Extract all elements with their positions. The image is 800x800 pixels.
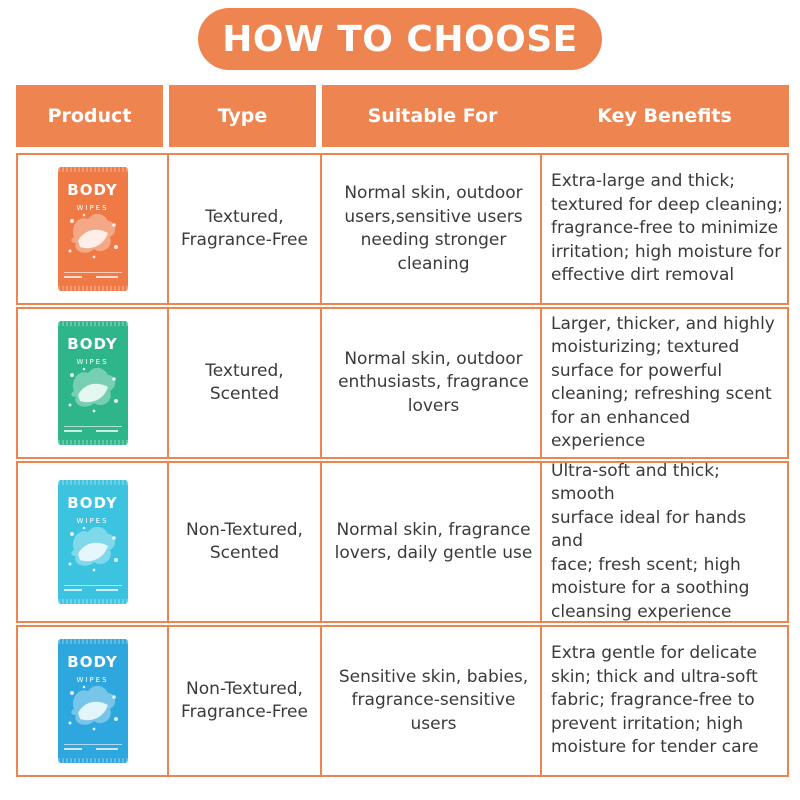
cell-suitable — [320, 153, 542, 305]
type-text — [181, 678, 308, 725]
table-row — [13, 307, 789, 459]
suitable-text-line: fragrance-sensitive — [351, 690, 516, 711]
title-banner — [198, 8, 602, 70]
cell-product — [16, 625, 169, 777]
table-row — [13, 625, 789, 777]
packet-brand-text: BODY — [67, 335, 118, 353]
benefits-text-line: face; fresh scent; high — [551, 554, 741, 575]
type-text-line: Non-Textured, — [186, 678, 303, 699]
suitable-text-line: cleaning — [397, 253, 470, 274]
cell-type — [167, 461, 322, 623]
packet-brand-text: BODY — [67, 181, 118, 199]
benefits-text-line: Larger, thicker, and highly — [551, 313, 775, 334]
type-text-line: Scented — [209, 384, 280, 404]
cell-suitable — [320, 625, 542, 777]
page-title: HOW TO CHOOSE — [222, 18, 578, 60]
benefits-text-line: surface ideal for hands and — [551, 507, 747, 552]
cell-benefits — [540, 461, 789, 623]
cell-type — [167, 153, 322, 305]
packet-sub-text: WIPES — [76, 204, 109, 212]
benefits-text-line: for an enhanced experience — [551, 407, 691, 451]
suitable-text-line: needing stronger — [360, 230, 507, 250]
suitable-text-line: Sensitive skin, babies, — [338, 666, 529, 687]
suitable-text — [335, 519, 533, 566]
header-product: Product — [16, 85, 163, 147]
benefits-text-line: Extra-large and thick; — [551, 171, 735, 192]
benefits-text-line: fragrance-free to minimize — [551, 218, 779, 239]
packet-brand-text: BODY — [67, 653, 118, 671]
suitable-text-line: lovers, daily gentle use — [334, 543, 533, 563]
suitable-text-line: Normal skin, fragrance — [336, 519, 531, 540]
packet-fine-print — [64, 585, 122, 596]
header-type: Type — [169, 85, 316, 147]
suitable-text-line: Normal skin, outdoor — [344, 348, 523, 369]
cell-product — [16, 461, 169, 623]
water-splash-icon — [64, 679, 122, 735]
water-splash-icon — [64, 207, 122, 263]
packet-sub-text: WIPES — [76, 358, 109, 366]
body-wipes-packet-blue-icon — [58, 639, 128, 763]
benefits-text — [551, 460, 783, 625]
water-splash-icon — [64, 361, 122, 417]
type-text — [186, 519, 303, 566]
packet-fine-print — [64, 426, 122, 437]
benefits-text-line: moisturizing; textured — [551, 337, 740, 357]
benefits-text-line: cleansing experience — [551, 601, 732, 622]
type-text — [205, 360, 283, 407]
suitable-text — [344, 182, 522, 276]
packet-sub-text: WIPES — [76, 676, 109, 684]
packet-fine-print — [64, 744, 122, 755]
body-wipes-packet-orange-icon — [58, 167, 128, 291]
type-text-line: Fragrance-Free — [181, 230, 308, 250]
cell-suitable — [320, 461, 542, 623]
body-wipes-packet-green-icon — [58, 321, 128, 445]
cell-benefits — [540, 625, 789, 777]
cell-type — [167, 307, 322, 459]
benefits-text-line: moisture for tender care — [551, 737, 759, 758]
benefits-text-line: fabric; fragrance-free to — [551, 690, 755, 711]
type-text-line: Scented — [209, 543, 280, 563]
cell-benefits — [540, 307, 789, 459]
type-text-line: Non-Textured, — [186, 519, 303, 540]
cell-benefits — [540, 153, 789, 305]
type-text-line: Textured, — [205, 206, 284, 227]
table-row — [13, 153, 789, 305]
type-text-line: Textured, — [205, 360, 284, 381]
suitable-text-line: enthusiasts, fragrance — [338, 372, 529, 393]
suitable-text-line: lovers — [407, 395, 460, 416]
suitable-text-line: users — [410, 713, 457, 734]
cell-product — [16, 307, 169, 459]
benefits-text-line: irritation; high moisture for — [551, 241, 782, 262]
cell-product — [16, 153, 169, 305]
suitable-text — [338, 348, 529, 419]
benefits-text-line: effective dirt removal — [551, 265, 735, 286]
suitable-text-line: users,sensitive users — [344, 206, 523, 227]
packet-brand-text: BODY — [67, 494, 118, 512]
suitable-text-line: Normal skin, outdoor — [344, 183, 523, 203]
benefits-text-line: moisture for a soothing — [551, 578, 750, 599]
suitable-text — [339, 666, 528, 737]
benefits-text-line: Extra gentle for delicate — [551, 643, 757, 664]
benefits-text-line: skin; thick and ultra-soft — [551, 666, 758, 687]
benefits-text-line: surface for powerful — [551, 360, 723, 381]
type-text-line: Fragrance-Free — [181, 702, 308, 722]
header-key-benefits: Key Benefits — [540, 85, 789, 147]
body-wipes-packet-cyan-icon — [58, 480, 128, 604]
water-splash-icon — [64, 520, 122, 576]
packet-fine-print — [64, 272, 122, 283]
benefits-text — [551, 170, 783, 288]
cell-suitable — [320, 307, 542, 459]
benefits-text — [551, 313, 783, 454]
benefits-text-line: cleaning; refreshing scent — [551, 384, 772, 404]
benefits-text — [551, 642, 759, 760]
table-row — [13, 461, 789, 623]
benefits-text-line: prevent irritation; high — [551, 713, 744, 734]
type-text — [181, 206, 308, 253]
header-suitable-for: Suitable For — [322, 85, 543, 147]
benefits-text-line: textured for deep cleaning; — [551, 194, 784, 215]
packet-sub-text: WIPES — [76, 517, 109, 525]
cell-type — [167, 625, 322, 777]
benefits-text-line: Ultra-soft and thick; smooth — [551, 460, 720, 505]
